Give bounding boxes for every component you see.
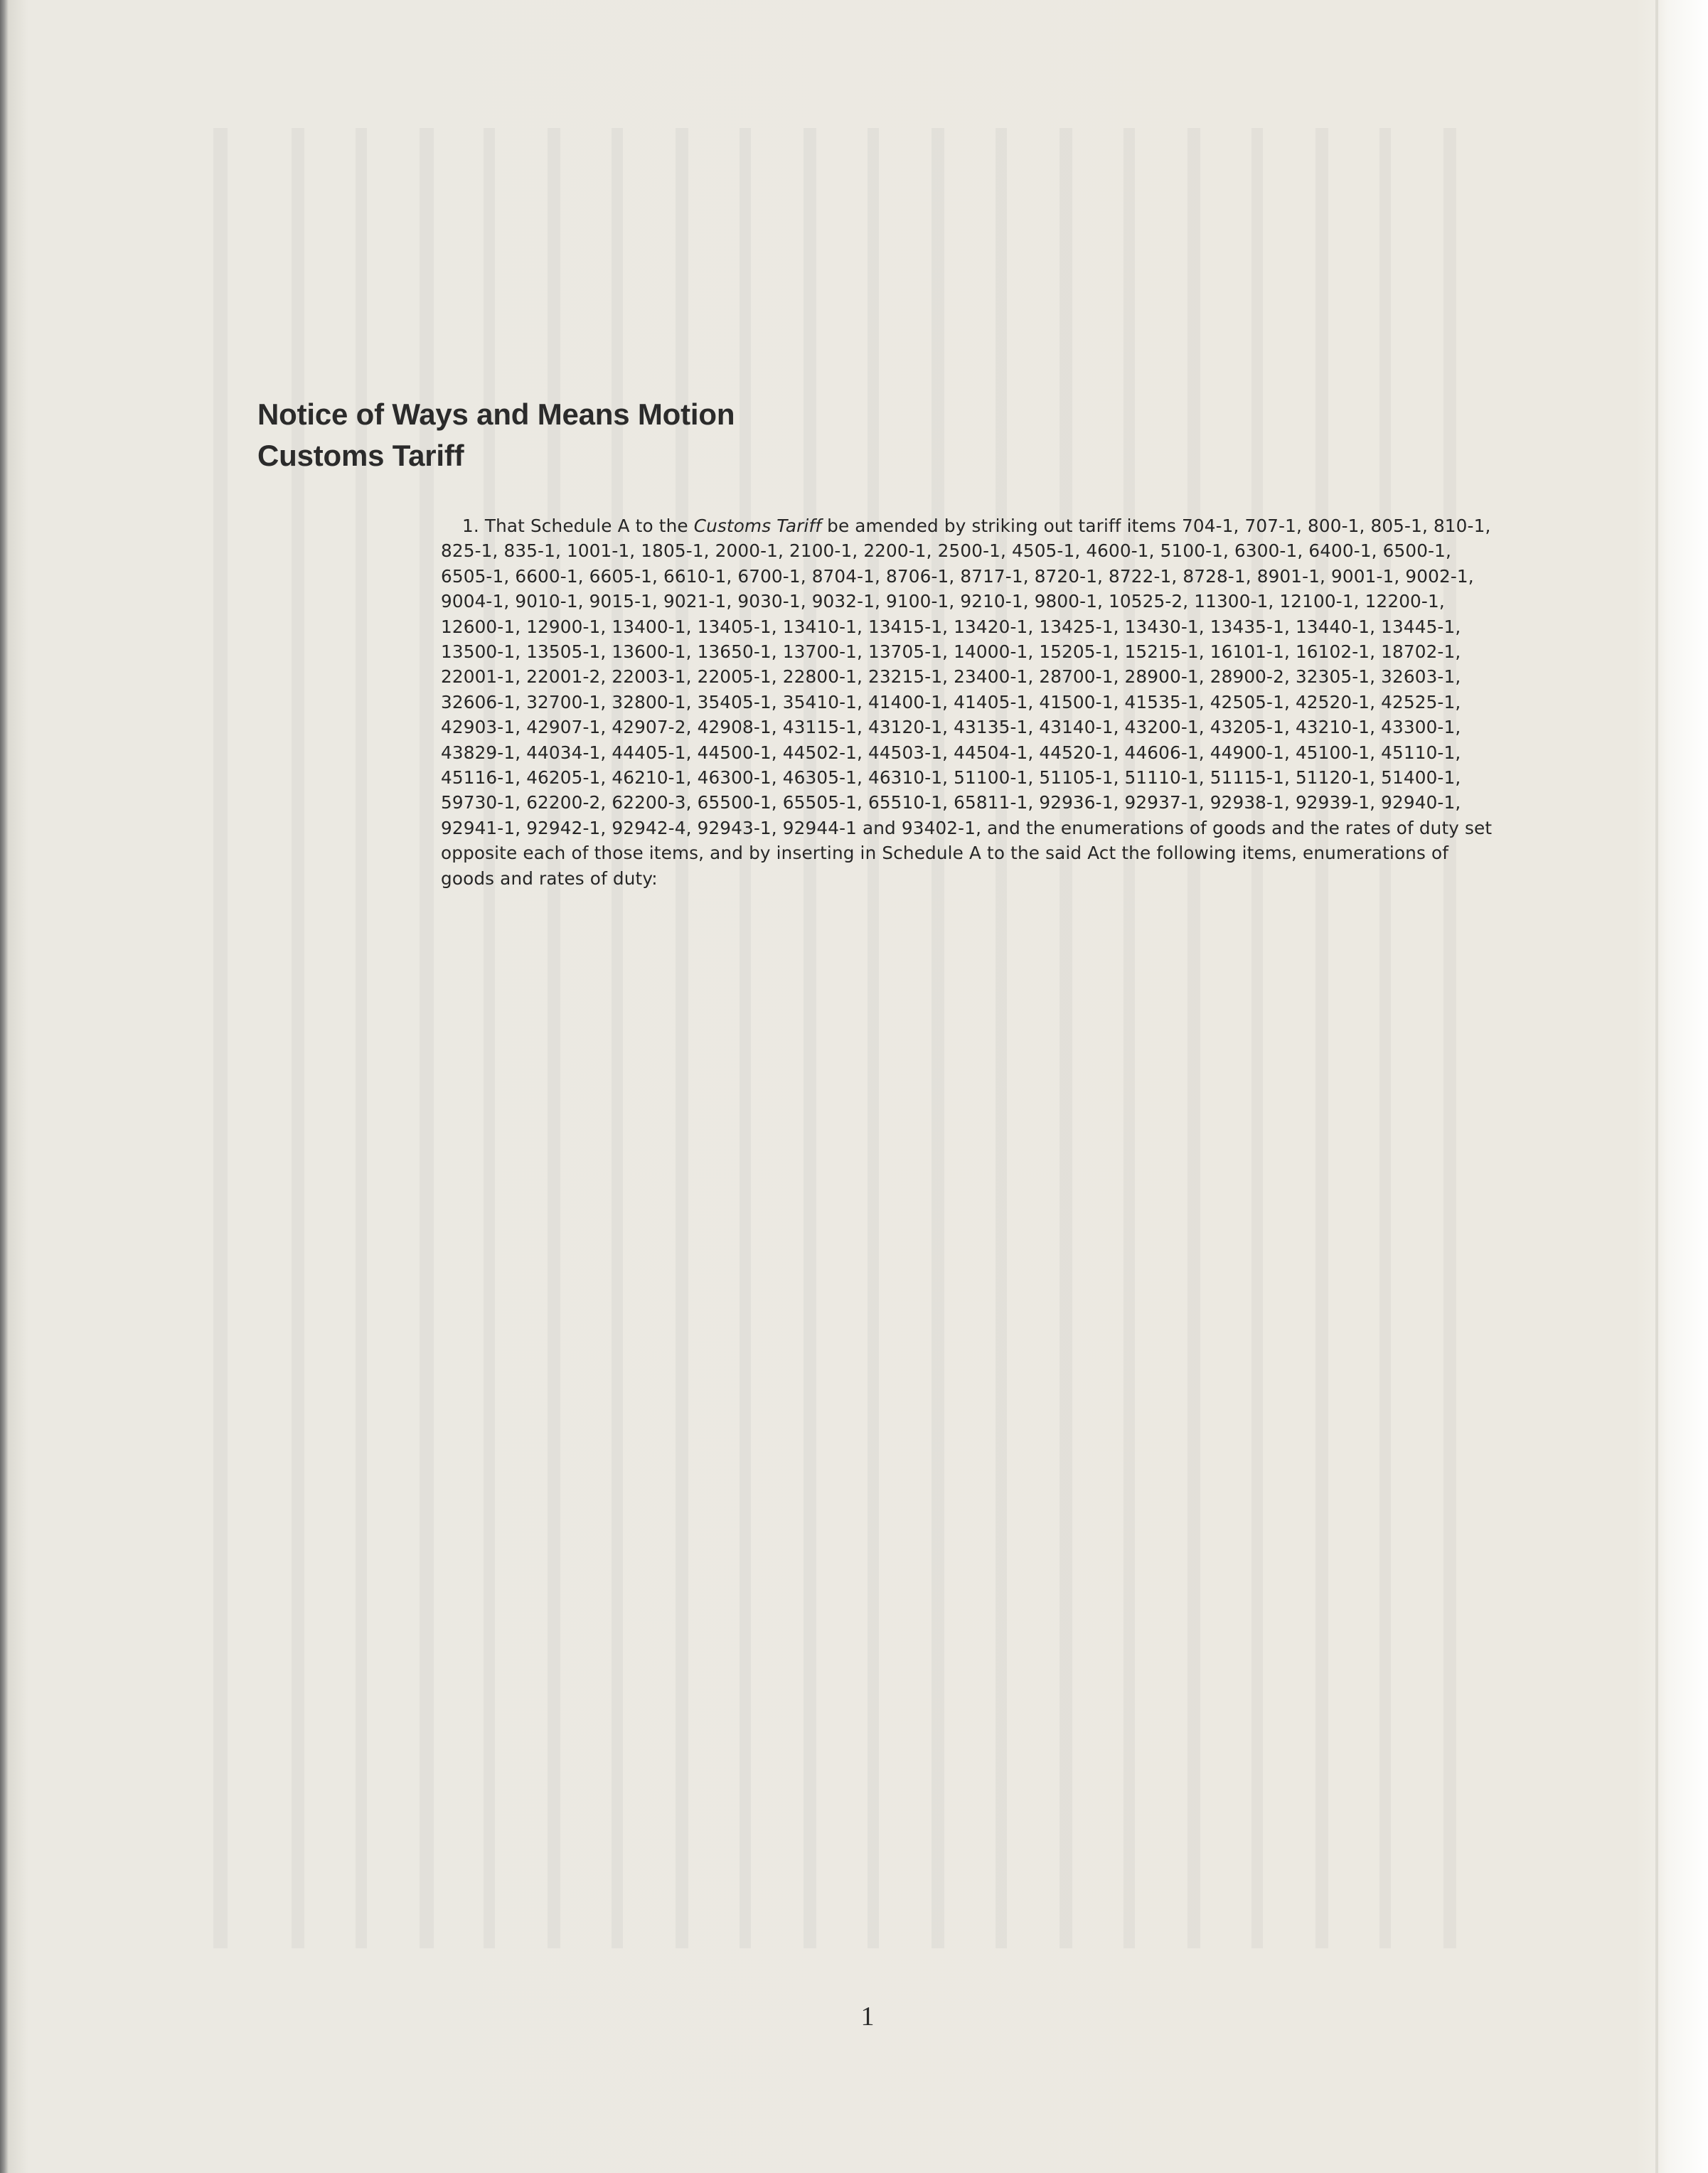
paragraph-text-body: be amended by striking out tariff items 704-1, 707-1, 800-1, 805-1, 810-1, 825-1, 835-1, 1001-1, 1805-1, 2000-1, 2100-1, 2200-1, 2500-1, 4505-1, 4600-1, 5100-1, 6300-1, 6400-1, 6500-1, 6505-1, 6600-1, 6605-1, 6610-1, 6700-1, 8704-1, 8706-1, 8717-1, 8720-1, 8722-1, 8728-1, 8901-1, 9001-1, 9002-1, 9004-1, 9010-1, 9015-1, 9021-1, 9030-1, 9032-1, 9100-1, 9210-1, 9800-1, 10525-2, 11300-1, 12100-1, 12200-1, 12600-1, 12900-1, 13400-1, 13405-1, 13410-1, 13415-1, 13420-1, 13425-1, 13430-1, 13435-1, 13440-1, 13445-1, 13500-1, 13505-1, 13600-1, 13650-1, 13700-1, 13705-1, 14000-1, 15205-1, 15215-1, 16101-1, 16102-1, 18702-1, 22001-1, 22001-2, 22003-1, 22005-1, 22800-1, 23215-1, 23400-1, 28700-1, 28900-1, 28900-2, 32305-1, 32603-1, 32606-1, 32700-1, 32800-1, 35405-1, 35410-1, 41400-1, 41405-1, 41500-1, 41535-1, 42505-1, 42520-1, 42525-1, 42903-1, 42907-1, 42907-2, 42908-1, 43115-1, 43120-1, 43135-1, 43140-1, 43200-1, 43205-1, 43210-1, 43300-1, 43829-1, 44034-1, 44405-1, 44500-1, 44502-1, 44503-1, 44504-1, 44520-1, 44606-1, 44900-1, 45100-1, 45110-1, 45116-1, 46205-1, 46210-1, 46300-1, 46305-1, 46310-1, 51100-1, 51105-1, 51110-1, 51115-1, 51120-1, 51400-1, 59730-1, 62200-2, 62200-3, 65500-1, 65505-1, 65510-1, 65811-1, 92936-1, 92937-1, 92938-1, 92939-1, 92940-1, 92941-1, 92942-1, 92942-4, 92943-1, 92944-1 and 93402-1, and the enumerations of goods and the rates of duty set opposite each of those items, and by inserting in Schedule A to the said Act the following items, enumerations of goods and rates of duty:: [441, 516, 1493, 889]
heading-line-1: Notice of Ways and Means Motion: [257, 397, 735, 431]
notice-heading: [257, 394, 735, 476]
act-title: Customs Tariff: [693, 516, 822, 536]
show-through-texture: [213, 100, 1564, 1963]
paragraph-number: 1.: [462, 516, 479, 536]
paragraph-text-start: That Schedule A to the: [484, 516, 688, 536]
heading-line-2: Customs Tariff: [257, 439, 464, 472]
page-edge: [1655, 0, 1658, 2173]
motion-paragraph: [441, 513, 1493, 891]
page-number: 1: [860, 2002, 875, 2031]
